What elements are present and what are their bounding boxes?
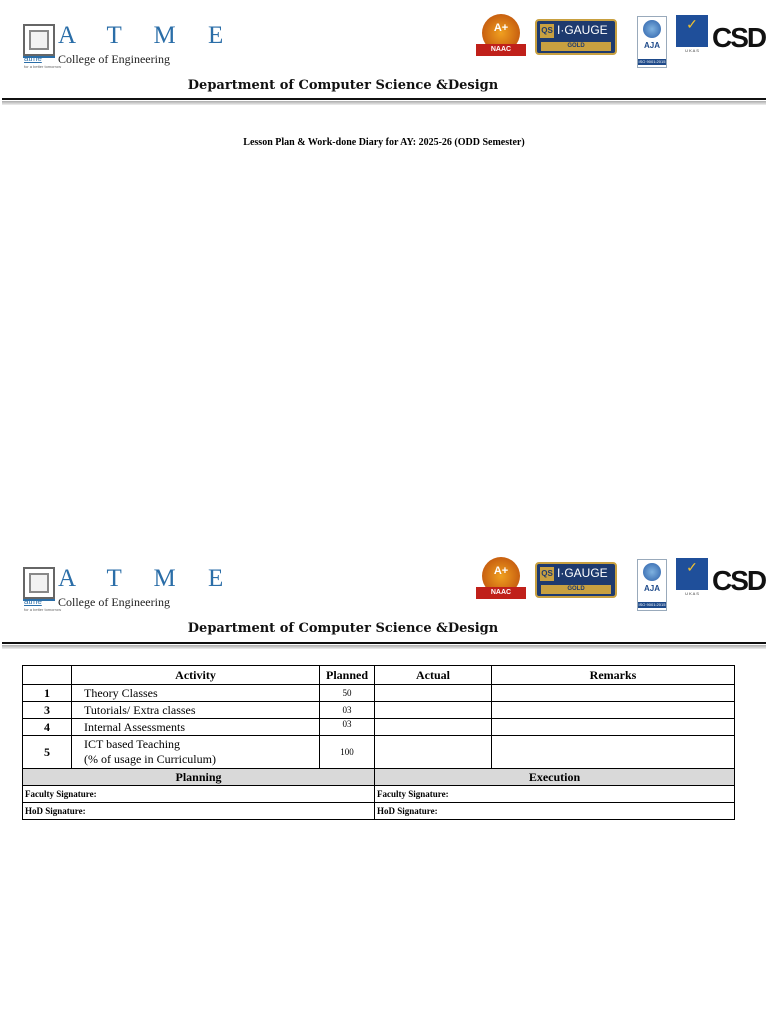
aja-certification-icon: AJA ISO 9001:2015: [637, 559, 667, 611]
naac-badge-icon: A+ NAAC: [476, 557, 526, 603]
header-planned: Planned: [320, 666, 375, 685]
hod-signature-execution[interactable]: HoD Signature:: [375, 803, 735, 820]
college-name: College of Engineering: [58, 595, 170, 609]
row-number: 3: [23, 702, 72, 719]
execution-header: Execution: [375, 769, 735, 786]
department-title: Department of Computer Science &Design: [187, 621, 499, 636]
row-number: 5: [23, 736, 72, 769]
row-remarks[interactable]: [492, 736, 735, 769]
page-header-1: [0, 0, 768, 110]
row-activity-line1: ICT based Teaching: [84, 737, 181, 751]
row-number: 1: [23, 685, 72, 702]
department-title: Department of Computer Science &Design: [187, 78, 499, 93]
igauge-badge-icon: QS I·GAUGE GOLD: [535, 19, 617, 55]
faculty-signature-execution[interactable]: Faculty Signature:: [375, 786, 735, 803]
lesson-plan-title: Lesson Plan & Work-done Diary for AY: 2025-26 (ODD Semester): [243, 137, 525, 148]
section-header-row: [23, 769, 735, 786]
row-planned: 03: [320, 702, 375, 719]
activity-table: [22, 665, 735, 820]
header-divider: [2, 642, 766, 644]
table-row: [23, 702, 735, 719]
table-row: [23, 685, 735, 702]
csd-logo-icon: CSD: [712, 565, 766, 596]
hod-signature-planning[interactable]: HoD Signature:: [23, 803, 375, 820]
row-remarks[interactable]: [492, 702, 735, 719]
planning-header: Planning: [23, 769, 375, 786]
row-actual[interactable]: [375, 719, 492, 736]
page-header-2: [0, 543, 768, 653]
table-header-row: [23, 666, 735, 685]
row-remarks[interactable]: [492, 685, 735, 702]
table-row: [23, 719, 735, 736]
row-activity: [72, 736, 320, 769]
header-actual: Actual: [375, 666, 492, 685]
logo-tagline: for a better tomorrow: [24, 607, 62, 612]
row-planned: 03: [320, 719, 375, 736]
row-actual[interactable]: [375, 685, 492, 702]
header-divider: [2, 98, 766, 100]
atme-logo-icon: [23, 24, 55, 56]
faculty-signature-planning[interactable]: Faculty Signature:: [23, 786, 375, 803]
logo-tagline: for a better tomorrow: [24, 64, 62, 69]
row-activity: Tutorials/ Extra classes: [72, 702, 320, 719]
row-actual[interactable]: [375, 702, 492, 719]
table-row: [23, 736, 735, 769]
naac-badge-icon: A+ NAAC: [476, 14, 526, 60]
ukas-certification-icon: ✓ U K A S: [676, 558, 708, 602]
row-planned: 50: [320, 685, 375, 702]
logo-text: A T M E: [58, 22, 237, 49]
row-planned: 100: [320, 736, 375, 769]
logo-sub: atme: [24, 54, 42, 63]
igauge-badge-icon: QS I·GAUGE GOLD: [535, 562, 617, 598]
row-activity-line2: (% of usage in Curriculum): [84, 752, 216, 766]
ukas-certification-icon: ✓ U K A S: [676, 15, 708, 59]
row-activity: Internal Assessments: [72, 719, 320, 736]
csd-logo-icon: CSD: [712, 22, 766, 53]
row-remarks[interactable]: [492, 719, 735, 736]
signature-row: [23, 786, 735, 803]
aja-certification-icon: AJA ISO 9001:2015: [637, 16, 667, 68]
row-activity: Theory Classes: [72, 685, 320, 702]
row-actual[interactable]: [375, 736, 492, 769]
signature-row: [23, 803, 735, 820]
header-remarks: Remarks: [492, 666, 735, 685]
logo-sub: atme: [24, 597, 42, 606]
college-name: College of Engineering: [58, 52, 170, 66]
atme-logo-icon: [23, 567, 55, 599]
header-activity: Activity: [72, 666, 320, 685]
logo-text: A T M E: [58, 565, 237, 592]
row-number: 4: [23, 719, 72, 736]
